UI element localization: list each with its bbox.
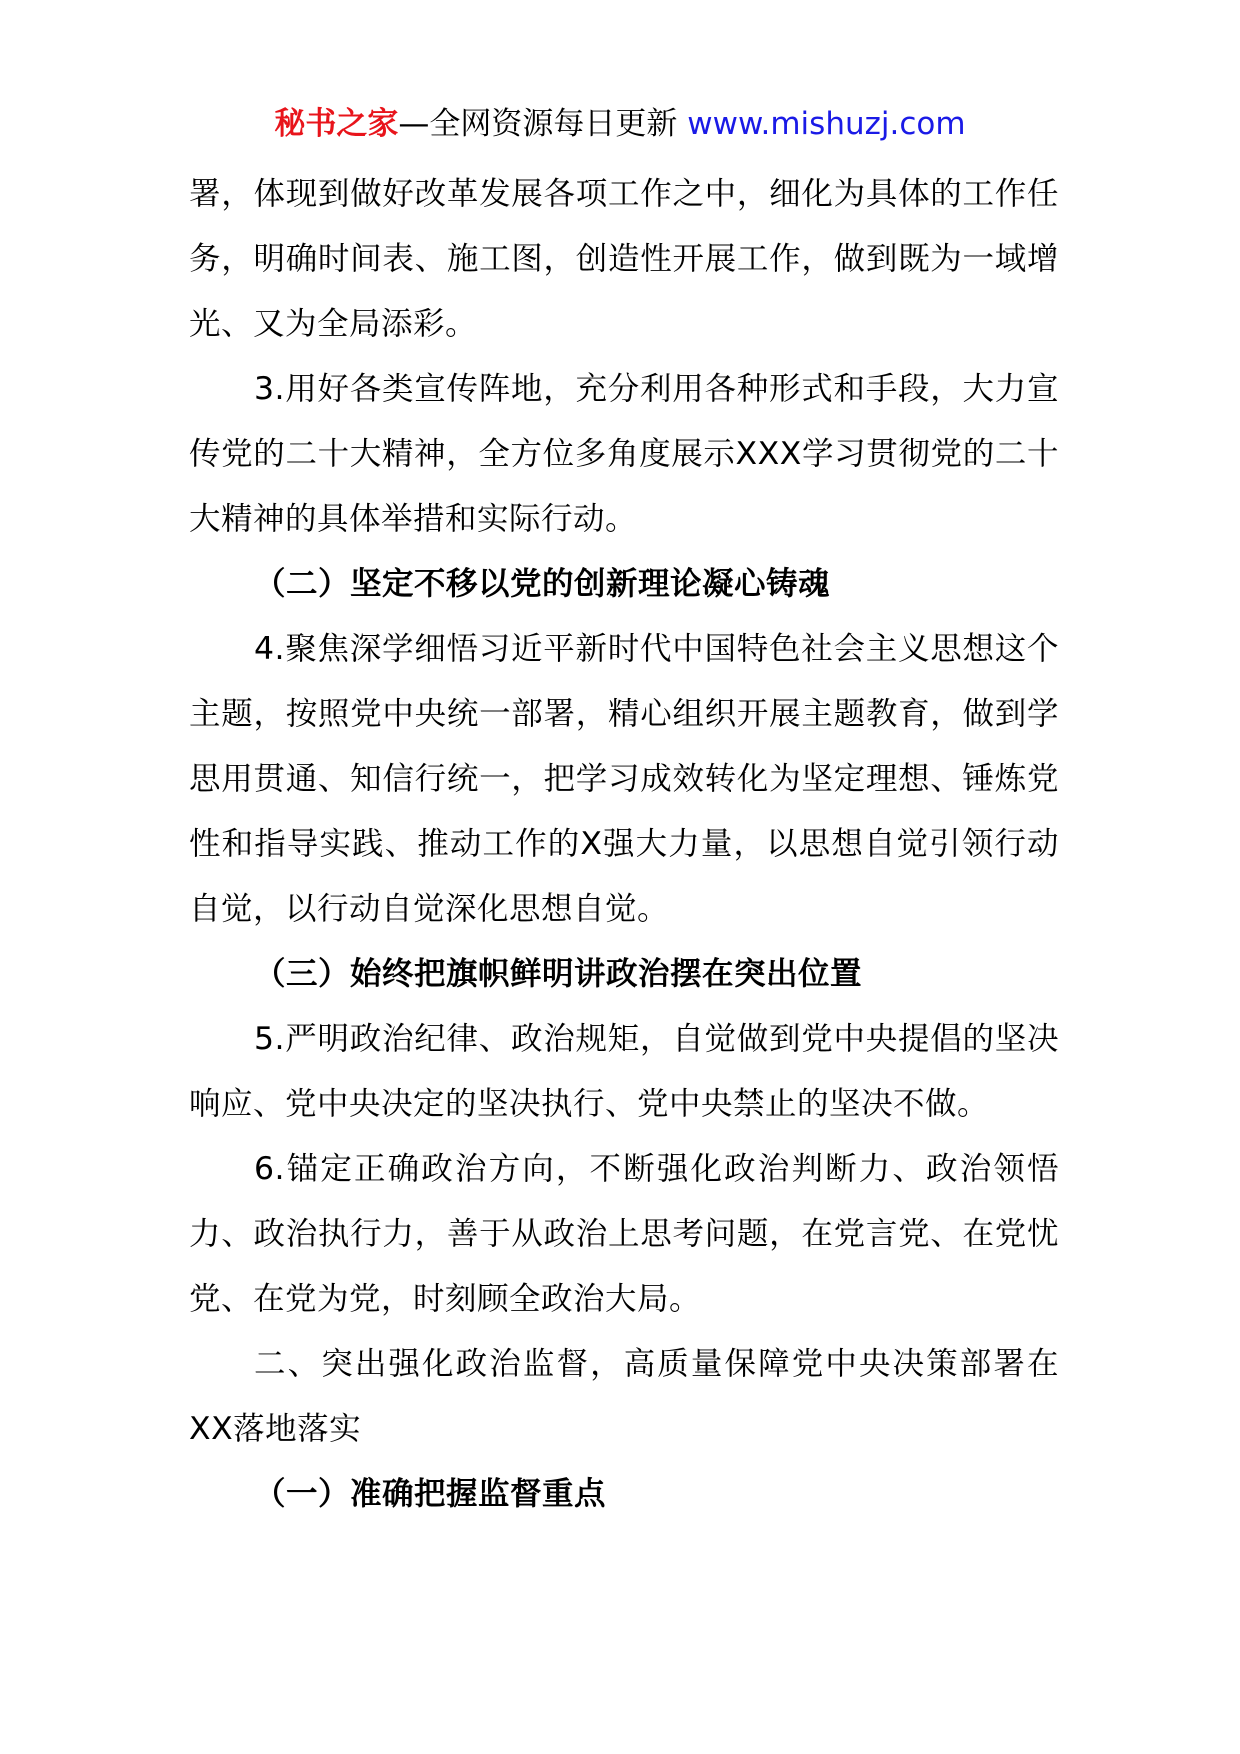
subheading-3: （三）始终把旗帜鲜明讲政治摆在突出位置 — [254, 956, 863, 992]
section-heading-2: 二、突出强化政治监督，高质量保障党中央决策部署在XX落地落实 — [189, 1346, 1059, 1447]
paragraph-item-5: 5.严明政治纪律、政治规矩，自觉做到党中央提倡的坚决响应、党中央决定的坚决执行、党中央禁止的坚决不做。 — [189, 1021, 1059, 1122]
paragraph-item-3: 3.用好各类宣传阵地，充分利用各种形式和手段，大力宣传党的二十大精神，全方位多角度展示XXX学习贯彻党的二十大精神的具体举措和实际行动。 — [189, 371, 1059, 537]
paragraph-continuation: 署，体现到做好改革发展各项工作之中，细化为具体的工作任务，明确时间表、施工图，创造性开展工作，做到既为一域增光、又为全局添彩。 — [189, 176, 1059, 342]
subheading-1: （一）准确把握监督重点 — [254, 1476, 607, 1512]
header-url-link[interactable]: www.mishuzj.com — [687, 106, 966, 142]
document-body — [189, 162, 1059, 1527]
paragraph-item-6: 6.锚定正确政治方向，不断强化政治判断力、政治领悟力、政治执行力，善于从政治上思考问题，在党言党、在党忧党、在党为党，时刻顾全政治大局。 — [189, 1151, 1059, 1317]
subheading-2: （二）坚定不移以党的创新理论凝心铸魂 — [254, 566, 831, 602]
page-header — [0, 104, 1240, 144]
header-tagline: —全网资源每日更新 — [398, 106, 688, 142]
header-brand: 秘书之家 — [274, 106, 399, 142]
paragraph-item-4: 4.聚焦深学细悟习近平新时代中国特色社会主义思想这个主题，按照党中央统一部署，精心组织开展主题教育，做到学思用贯通、知信行统一，把学习成效转化为坚定理想、锤炼党性和指导实践、推动工作的X强大力量，以思想自觉引领行动自觉，以行动自觉深化思想自觉。 — [189, 631, 1059, 927]
